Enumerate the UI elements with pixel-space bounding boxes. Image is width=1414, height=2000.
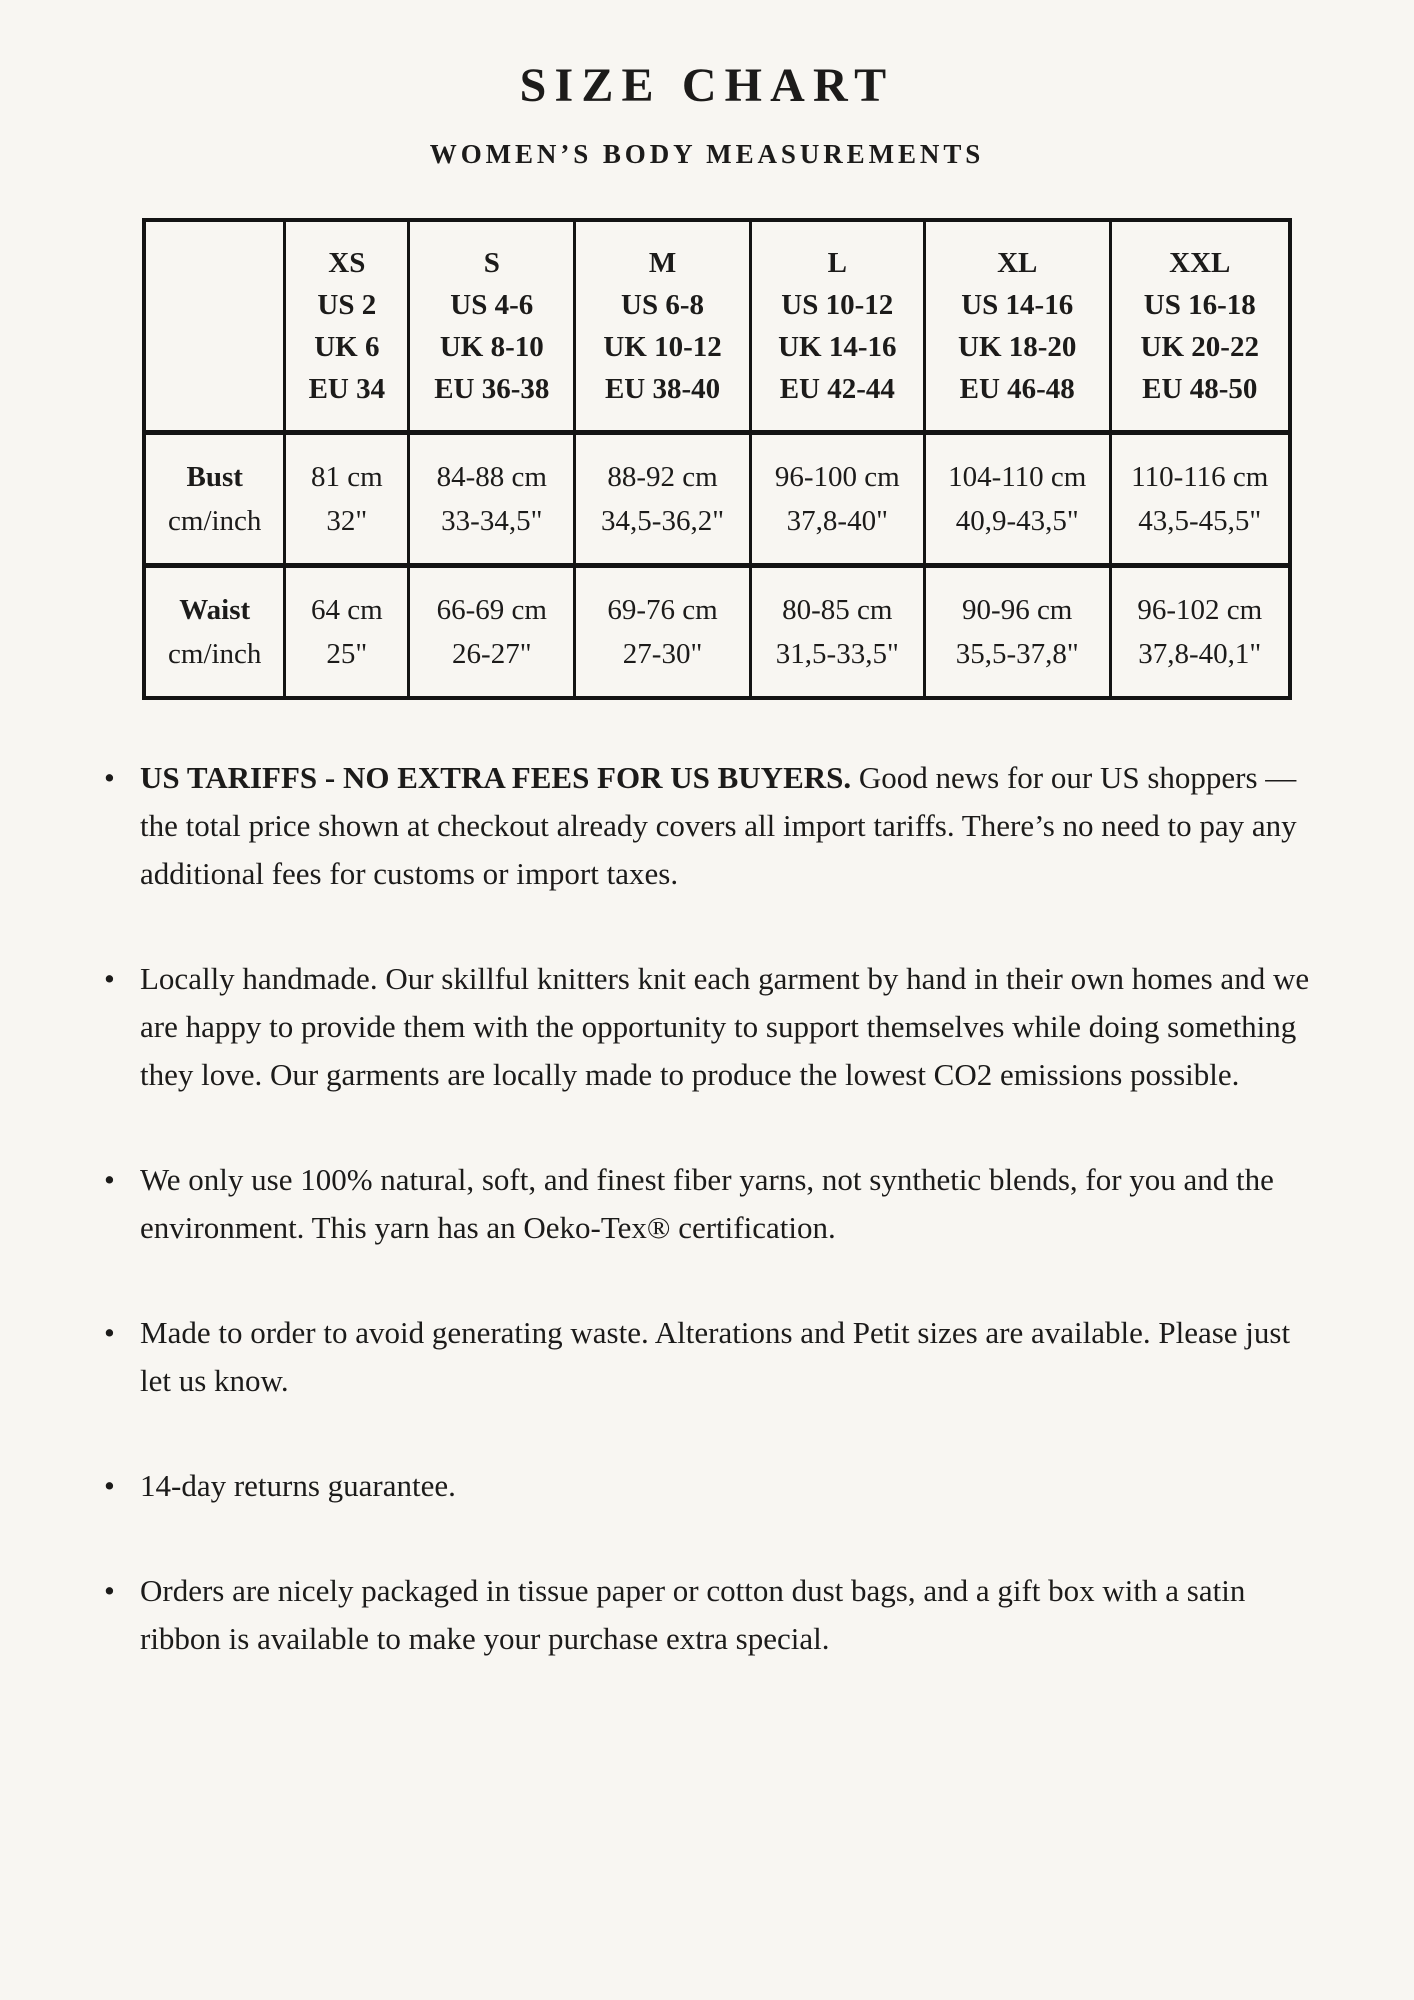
inch-value: 35,5-37,8" [955,637,1079,670]
size-label: XXL [1169,246,1231,279]
list-item-tariffs [104,754,1314,898]
list-item-lead: US TARIFFS - NO EXTRA FEES FOR US BUYERS. [140,760,852,795]
cm-value: 84-88 cm [436,460,547,493]
inch-value: 33-34,5" [441,504,543,537]
list-item-made-to-order [104,1309,1314,1405]
waist-cell-xxl [1110,565,1290,698]
row-unit-text: cm/inch [168,637,262,670]
size-label: S [483,246,500,279]
list-item-text: Orders are nicely packaged in tissue paper or cotton dust bags, and a gift box with a satin ribbon is available to make your purchase extra special. [140,1573,1246,1656]
size-label: XL [997,246,1038,279]
bust-cell-xs [285,432,409,565]
inch-value: 26-27" [452,637,532,670]
column-header-xxl [1110,220,1290,432]
list-item-yarns [104,1156,1314,1252]
size-chart-page [0,58,1414,2000]
us-size: US 10-12 [781,288,894,321]
us-size: US 16-18 [1143,288,1256,321]
table-row-bust [144,432,1290,565]
table-header-row [144,220,1290,432]
row-label-waist [144,565,285,698]
list-item-text: We only use 100% natural, soft, and finest fiber yarns, not synthetic blends, for you and the environment. This yarn has an Oeko-Tex® certification. [140,1162,1274,1245]
inch-value: 25" [326,637,368,670]
inch-value: 27-30" [622,637,703,670]
cm-value: 96-100 cm [774,460,900,493]
cm-value: 90-96 cm [962,593,1073,626]
eu-size: EU 34 [308,372,386,405]
column-header-xs [285,220,409,432]
waist-cell-s [409,565,575,698]
uk-size: UK 6 [314,330,380,363]
cm-value: 104-110 cm [948,460,1087,493]
table-corner-cell [144,220,285,432]
uk-size: UK 8-10 [439,330,544,363]
list-item-text: 14-day returns guarantee. [140,1468,456,1503]
eu-size: EU 48-50 [1142,372,1258,405]
cm-value: 88-92 cm [607,460,718,493]
column-header-xl [924,220,1110,432]
list-item-returns [104,1462,1314,1510]
row-label-bust [144,432,285,565]
inch-value: 40,9-43,5" [955,504,1079,537]
size-label: M [648,246,677,279]
info-list [104,754,1314,1663]
waist-cell-m [575,565,750,698]
cm-value: 81 cm [310,460,383,493]
bust-cell-xxl [1110,432,1290,565]
cm-value: 110-116 cm [1131,460,1269,493]
table-row-waist [144,565,1290,698]
inch-value: 37,8-40,1" [1138,637,1262,670]
eu-size: EU 46-48 [959,372,1075,405]
cm-value: 80-85 cm [782,593,893,626]
bust-cell-l [750,432,924,565]
cm-value: 64 cm [310,593,383,626]
cm-value: 66-69 cm [436,593,547,626]
column-header-s [409,220,575,432]
waist-cell-xs [285,565,409,698]
waist-cell-xl [924,565,1110,698]
us-size: US 6-8 [621,288,705,321]
uk-size: UK 18-20 [958,330,1077,363]
list-item-packaging [104,1567,1314,1663]
eu-size: EU 38-40 [604,372,721,405]
page-title: SIZE CHART [519,59,895,112]
us-size: US 14-16 [961,288,1074,321]
column-header-l [750,220,924,432]
cm-value: 96-102 cm [1137,593,1263,626]
row-unit-text: cm/inch [168,504,262,537]
uk-size: UK 14-16 [778,330,897,363]
bust-cell-m [575,432,750,565]
eu-size: EU 42-44 [779,372,895,405]
list-item-text: Good news for our US shoppers — the total price shown at checkout already covers all import tariffs. There’s no need to pay any additional fees for customs or import taxes. [140,760,1297,891]
cm-value: 69-76 cm [607,593,718,626]
row-label-text: Bust [186,460,243,493]
inch-value: 37,8-40" [786,504,888,537]
eu-size: EU 36-38 [434,372,550,405]
row-label-text: Waist [179,593,251,626]
inch-value: 34,5-36,2" [601,504,725,537]
inch-value: 43,5-45,5" [1138,504,1262,537]
bust-cell-xl [924,432,1110,565]
uk-size: UK 20-22 [1140,330,1259,363]
inch-value: 31,5-33,5" [775,637,899,670]
uk-size: UK 10-12 [603,330,722,363]
bust-cell-s [409,432,575,565]
us-size: US 4-6 [450,288,534,321]
size-chart-table [142,218,1292,700]
size-label: XS [328,246,366,279]
list-item-text: Made to order to avoid generating waste. Alterations and Petit sizes are available. Please just let us know. [140,1315,1291,1398]
list-item-handmade [104,955,1314,1099]
waist-cell-l [750,565,924,698]
column-header-m [575,220,750,432]
page-subtitle: WOMEN’S BODY MEASUREMENTS [429,139,985,169]
us-size: US 2 [317,288,377,321]
list-item-text: Locally handmade. Our skillful knitters knit each garment by hand in their own homes and we are happy to provide them with the opportunity to support themselves while doing something they love. Our garments are locally made to produce the lowest CO2 emissions possible. [140,961,1310,1092]
size-label: L [827,246,847,279]
inch-value: 32" [326,504,368,537]
